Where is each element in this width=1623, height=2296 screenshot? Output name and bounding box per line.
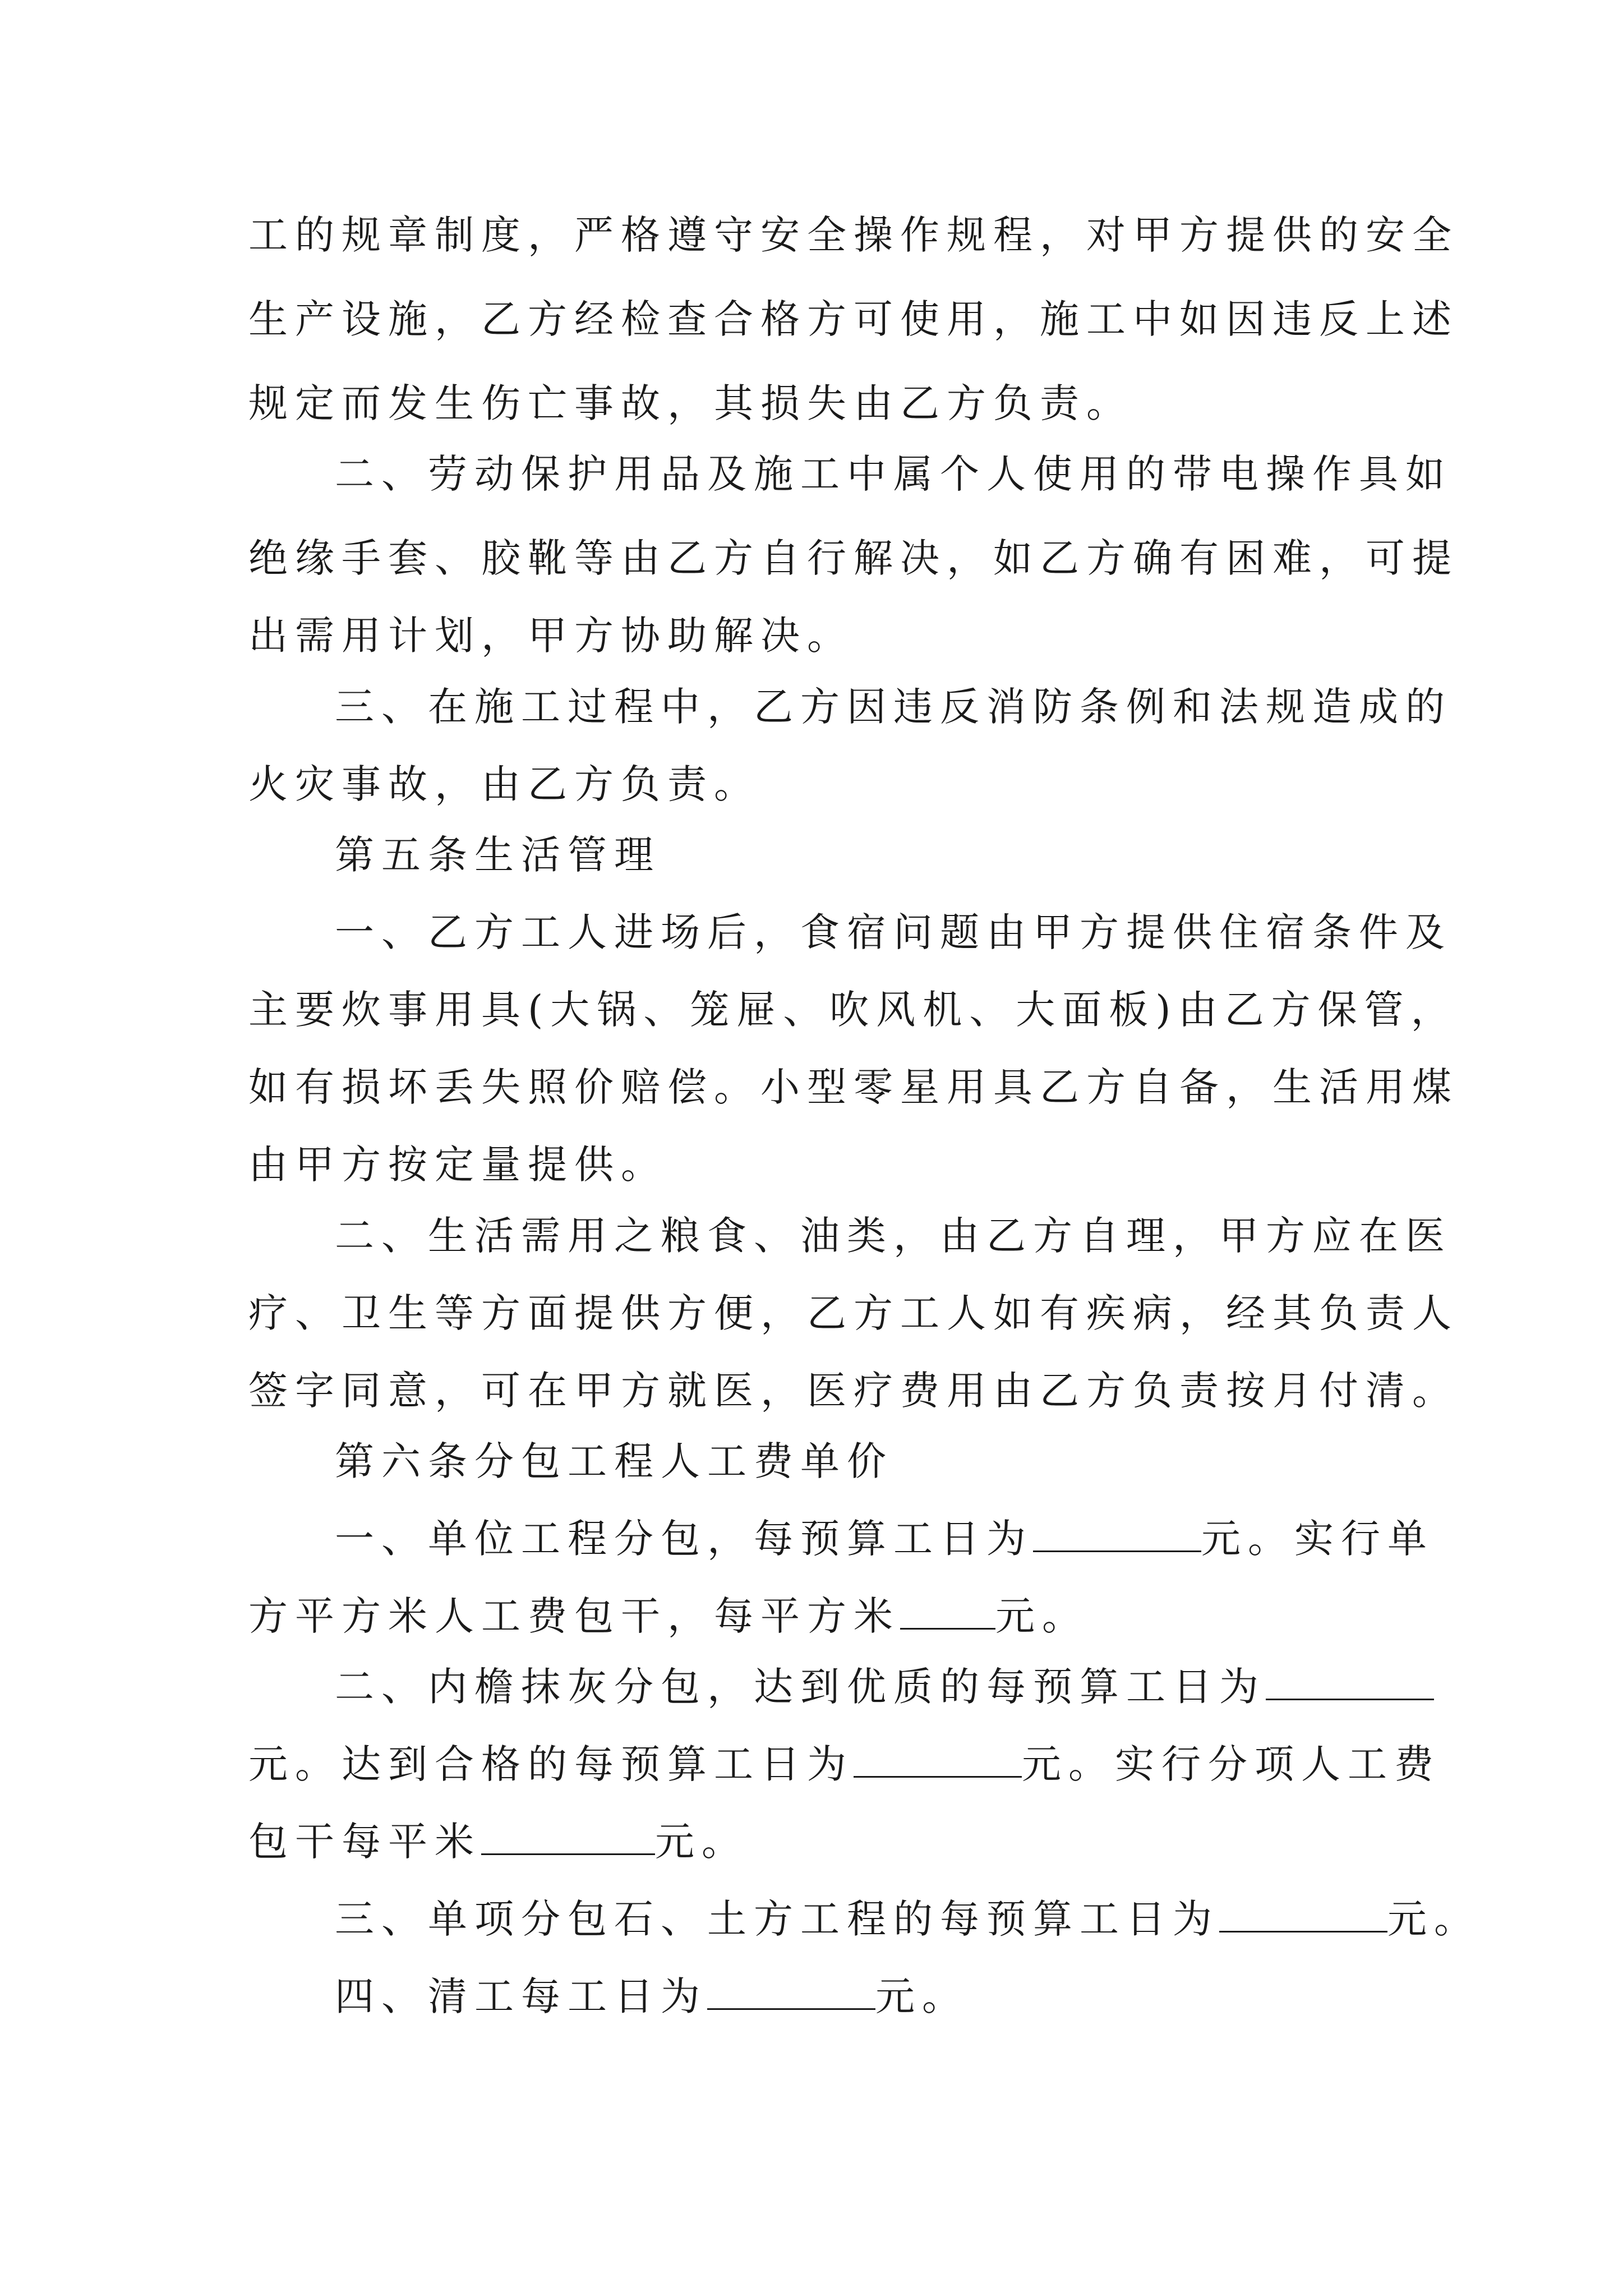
paragraph-line [335,1971,969,2022]
text-segment: 签字同意，可在甲方就医，医疗费用由乙方负责按月付清。 [248,1368,1459,1414]
paragraph-line [248,533,1459,583]
text-segment: 元。 [875,1973,969,2019]
text-segment: 元。 [1387,1896,1481,1942]
text-segment: 包干每平米 [248,1819,481,1865]
text-segment: 如有损坏丢失照价赔偿。小型零星用具乙方自备，生活用煤 [248,1064,1459,1110]
paragraph-line [248,1288,1459,1338]
paragraph-line [248,1365,1459,1416]
paragraph-line [335,682,1452,732]
heading-text: 第五条生活管理 [335,832,661,878]
text-segment: 一、乙方工人进场后，食宿问题由甲方提供住宿条件及 [335,909,1452,955]
text-segment: 工的规章制度，严格遵守安全操作规程，对甲方提供的安全 [248,212,1459,258]
text-segment: 四、清工每工日为 [335,1973,707,2019]
text-segment: 元。 [655,1819,748,1865]
text-segment: 元。 [995,1593,1089,1639]
text-segment: 规定而发生伤亡事故，其损失由乙方负责。 [248,380,1133,426]
fill-in-blank [854,1743,1022,1778]
paragraph-line [248,210,1459,260]
text-segment: 方平方米人工费包干，每平方米 [248,1593,900,1639]
paragraph-line [248,759,760,809]
paragraph-line [248,1062,1459,1112]
fill-in-blank [900,1595,995,1630]
paragraph-line [335,1662,1434,1712]
paragraph-line [248,294,1459,344]
paragraph-line [335,907,1452,958]
paragraph-line [248,984,1458,1035]
paragraph-line [248,378,1133,429]
paragraph-line [248,610,854,661]
text-segment: 一、单位工程分包，每预算工日为 [335,1516,1033,1562]
text-segment: 三、在施工过程中，乙方因违反消防条例和法规造成的 [335,684,1452,730]
paragraph-line [248,1139,667,1190]
text-segment: 元。实行单 [1201,1516,1434,1562]
paragraph-line [248,1739,1441,1789]
paragraph-line [335,1894,1481,1944]
fill-in-blank [1219,1898,1387,1933]
text-segment: 生产设施，乙方经检查合格方可使用，施工中如因违反上述 [248,296,1459,342]
heading-text: 第六条分包工程人工费单价 [335,1438,893,1484]
paragraph-line [335,449,1452,499]
text-segment: 三、单项分包石、土方工程的每预算工日为 [335,1896,1219,1942]
text-segment: 绝缘手套、胶靴等由乙方自行解决，如乙方确有困难，可提 [248,535,1459,581]
section-heading [335,1436,893,1487]
paragraph-line [248,1591,1089,1641]
fill-in-blank [707,1975,875,2010]
text-segment: 出需用计划，甲方协助解决。 [248,613,854,659]
text-segment: 二、生活需用之粮食、油类，由乙方自理，甲方应在医 [335,1213,1452,1259]
fill-in-blank [1033,1517,1201,1553]
text-segment: 火灾事故，由乙方负责。 [248,761,760,807]
fill-in-blank [481,1820,655,1856]
paragraph-line [335,1513,1434,1564]
text-segment: 元。实行分项人工费 [1022,1741,1441,1787]
text-segment: 疗、卫生等方面提供方便，乙方工人如有疾病，经其负责人 [248,1290,1459,1336]
text-segment: 二、劳动保护用品及施工中属个人使用的带电操作具如 [335,451,1452,497]
paragraph-line [248,1816,748,1867]
fill-in-blank [1266,1665,1434,1701]
section-heading [335,830,661,880]
text-segment: 元。达到合格的每预算工日为 [248,1741,854,1787]
text-segment: 由甲方按定量提供。 [248,1142,667,1188]
text-segment: 主要炊事用具(大锅、笼屉、吹风机、大面板)由乙方保管， [248,987,1458,1033]
paragraph-line [335,1211,1452,1261]
text-segment: 二、内檐抹灰分包，达到优质的每预算工日为 [335,1664,1266,1710]
